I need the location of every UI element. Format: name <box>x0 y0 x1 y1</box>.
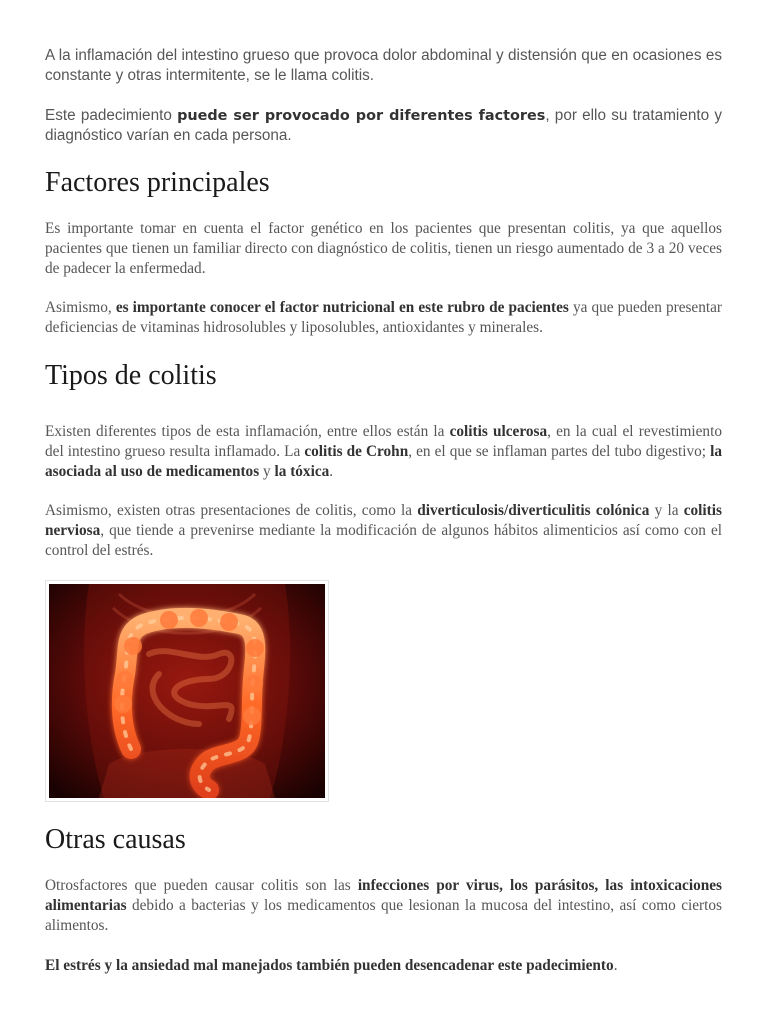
text-run: Es importante tomar en cuenta el factor genético en los pacientes que presentan colitis, ya que aquellos pacientes que tienen un familiar directo con diagnóstico de colitis, tienen un riesgo aumentado de 3 a 20 veces de padecer la enfermedad. <box>45 220 722 277</box>
text-run: y la <box>649 502 684 519</box>
text-run: , en el que se inflaman partes del tubo digestivo; <box>408 443 711 460</box>
bold-phrase: la asociada al uso de medicamentos <box>45 443 723 480</box>
bold-phrase: puede ser provocado por diferentes factores <box>177 108 546 124</box>
text-run: , que tiende a prevenirse mediante la modificación de algunos hábitos alimenticios así como con el control del estrés. <box>45 522 722 559</box>
text-run: Asimismo, existen otras presentaciones de colitis, como la <box>45 502 418 519</box>
bold-phrase: es importante conocer el factor nutricional en este rubro de pacientes <box>115 299 569 316</box>
text-run: y <box>259 463 275 480</box>
bold-phrase: diverticulosis/diverticulitis colónica <box>417 502 650 519</box>
text-run: ya que pueden presentar deficiencias de vitaminas hidrosolubles y liposolubles, antioxidantes y minerales. <box>45 299 723 336</box>
text-run: . <box>613 957 618 974</box>
text-run: . <box>329 463 334 480</box>
text-run: Este padecimiento <box>45 107 178 124</box>
text-run: Existen diferentes tipos de esta inflamación, entre ellos están la <box>45 423 450 440</box>
bold-phrase: colitis ulcerosa <box>449 423 548 440</box>
text-run: , por ello su tratamiento y diagnóstico varían en cada persona. <box>45 107 722 144</box>
heading-factores: Factores principales <box>45 167 270 198</box>
factores-paragraph-1 <box>45 219 722 279</box>
heading-otras: Otras causas <box>45 824 186 855</box>
bold-phrase: colitis nerviosa <box>45 502 722 539</box>
text-run: debido a bacterias y los medicamentos que lesionan la mucosa del intestino, así como ciertos alimentos. <box>45 897 722 934</box>
text-run: Otrosfactores que pueden causar colitis son las <box>45 877 358 894</box>
colon-image <box>45 580 329 802</box>
bold-phrase: la tóxica <box>274 463 330 480</box>
intro-paragraph-1 <box>45 46 722 86</box>
bold-phrase: infecciones por virus, los parásitos, las intoxicaciones alimentarias <box>45 877 722 914</box>
tipos-paragraph-1 <box>45 422 722 482</box>
intro-text: A la inflamación del intestino grueso que provoca dolor abdominal y distensión que en ocasiones es constante y otras intermitente, se le llama colitis. <box>45 47 722 84</box>
colon-illustration-icon <box>49 584 325 798</box>
text-run: Asimismo, <box>45 299 116 316</box>
heading-tipos: Tipos de colitis <box>45 360 217 391</box>
otras-paragraph-2 <box>45 956 722 976</box>
factores-paragraph-2 <box>45 298 722 338</box>
bold-phrase: colitis de Crohn <box>304 443 409 460</box>
text-run: , en la cual el revestimiento del intestino grueso resulta inflamado. La <box>45 423 722 460</box>
tipos-paragraph-2 <box>45 501 722 561</box>
bold-phrase: El estrés y la ansiedad mal manejados también pueden desencadenar este padecimiento <box>45 957 614 974</box>
otras-paragraph-1 <box>45 876 722 936</box>
intro-paragraph-2 <box>45 106 722 146</box>
